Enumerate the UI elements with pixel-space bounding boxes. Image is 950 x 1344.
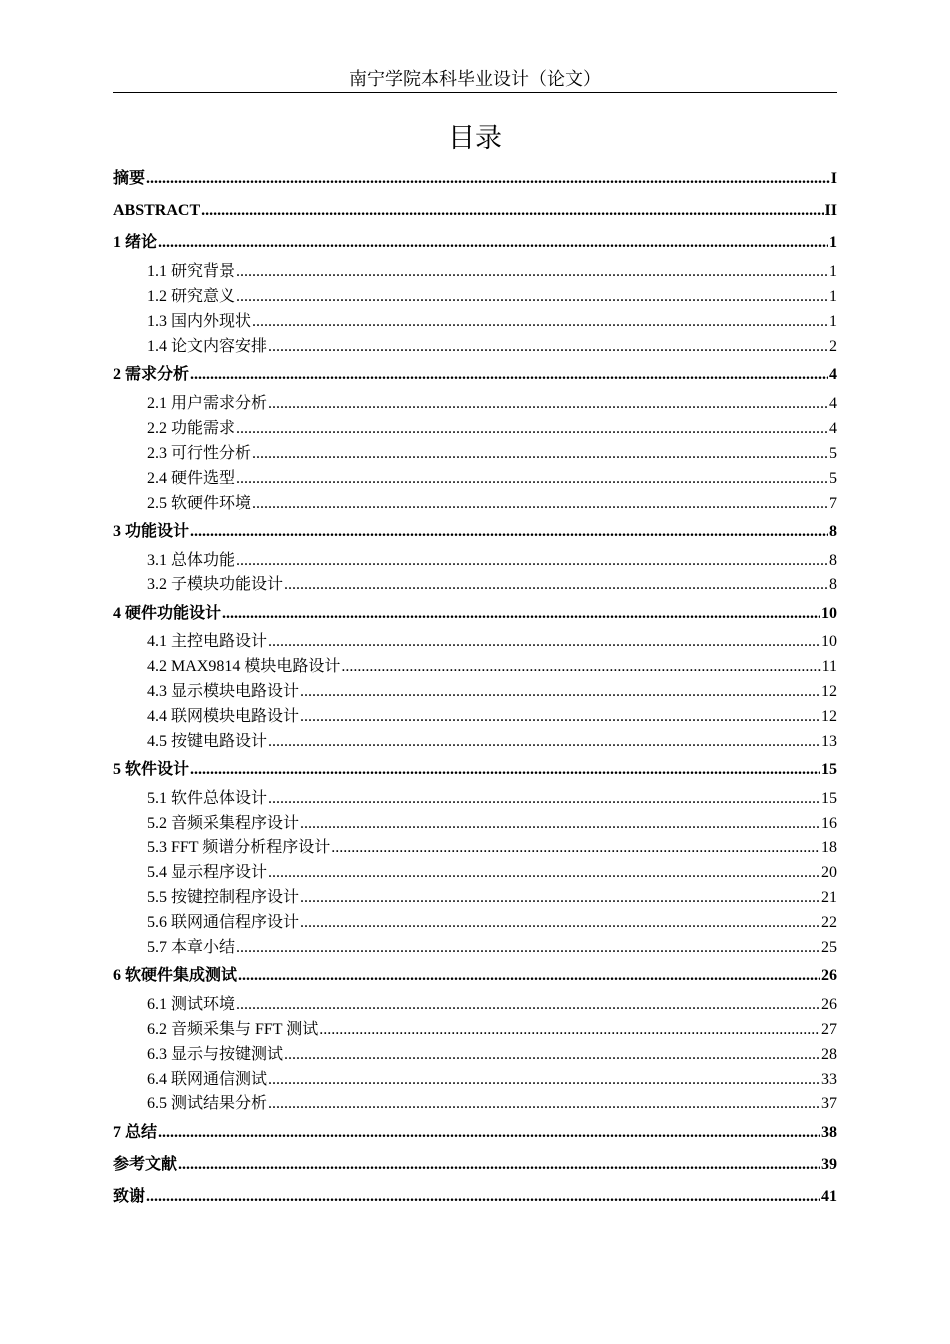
toc-dot-leader [158, 231, 828, 255]
toc-dot-leader [236, 285, 828, 309]
toc-dot-leader [268, 630, 820, 654]
toc-entry-page-number: 41 [821, 1188, 837, 1205]
toc-entry-label: 2.5 软硬件环境 [147, 495, 252, 512]
toc-dot-leader [146, 167, 830, 191]
toc-entry-page-number: 20 [821, 864, 837, 881]
toc-entry[interactable] [147, 630, 837, 654]
toc-entry[interactable] [147, 492, 837, 516]
toc-entry-label: 7 总结 [113, 1124, 158, 1141]
toc-entry-label: 5 软件设计 [113, 761, 190, 778]
toc-entry-label: 6.4 联网通信测试 [147, 1071, 268, 1088]
toc-entry-page-number: 1 [829, 313, 837, 330]
toc-entry-label: 2.2 功能需求 [147, 420, 236, 437]
toc-entry-label: 1 绪论 [113, 234, 158, 251]
toc-dot-leader [190, 363, 828, 387]
toc-entry-page-number: 7 [829, 495, 837, 512]
toc-entry-page-number: 15 [821, 761, 837, 778]
toc-entry-page-number: 4 [829, 420, 837, 437]
toc-entry-label: 5.2 音频采集程序设计 [147, 815, 300, 832]
toc-entry-label: 5.4 显示程序设计 [147, 864, 268, 881]
toc-entry[interactable] [147, 549, 837, 573]
toc-entry[interactable] [147, 260, 837, 284]
toc-dot-leader [236, 549, 828, 573]
toc-entry-label: 2 需求分析 [113, 366, 190, 383]
toc-entry[interactable] [113, 1121, 837, 1145]
toc-entry[interactable] [113, 758, 837, 782]
toc-entry[interactable] [113, 231, 837, 255]
toc-entry-page-number: 21 [821, 889, 837, 906]
toc-entry-label: 4.4 联网模块电路设计 [147, 708, 300, 725]
toc-entry-page-number: 16 [821, 815, 837, 832]
toc-entry-label: 致谢 [113, 1188, 146, 1205]
toc-dot-leader [331, 836, 820, 860]
toc-entry[interactable] [147, 392, 837, 416]
toc-entry[interactable] [147, 836, 837, 860]
toc-entry[interactable] [147, 812, 837, 836]
toc-dot-leader [268, 787, 820, 811]
toc-entry-page-number: 26 [821, 996, 837, 1013]
toc-entry-page-number: 27 [821, 1021, 837, 1038]
toc-entry[interactable] [147, 285, 837, 309]
toc-dot-leader [319, 1018, 820, 1042]
toc-dot-leader [268, 1068, 820, 1092]
toc-entry[interactable] [147, 1043, 837, 1067]
toc-entry[interactable] [147, 730, 837, 754]
toc-entry-label: 5.5 按键控制程序设计 [147, 889, 300, 906]
toc-dot-leader [268, 730, 820, 754]
toc-entry-page-number: 8 [829, 552, 837, 569]
toc-entry[interactable] [147, 911, 837, 935]
toc-dot-leader [300, 705, 820, 729]
toc-entry-label: 3.2 子模块功能设计 [147, 576, 284, 593]
toc-entry-page-number: 1 [829, 263, 837, 280]
toc-entry-page-number: 33 [821, 1071, 837, 1088]
toc-entry-label: 4.5 按键电路设计 [147, 733, 268, 750]
toc-entry[interactable] [147, 1092, 837, 1116]
toc-entry-label: 5.6 联网通信程序设计 [147, 914, 300, 931]
toc-entry-page-number: 12 [821, 708, 837, 725]
toc-entry-page-number: 38 [821, 1124, 837, 1141]
toc-entry-label: 4 硬件功能设计 [113, 605, 222, 622]
toc-entry-label: 4.3 显示模块电路设计 [147, 683, 300, 700]
toc-entry-label: 6.5 测试结果分析 [147, 1095, 268, 1112]
toc-entry-label: 摘要 [113, 170, 146, 187]
toc-dot-leader [252, 310, 828, 334]
toc-entry-page-number: 4 [829, 395, 837, 412]
toc-entry-label: 5.1 软件总体设计 [147, 790, 268, 807]
toc-entry-page-number: 5 [829, 445, 837, 462]
toc-entry-label: ABSTRACT [113, 202, 201, 219]
toc-entry[interactable] [113, 964, 837, 988]
toc-entry[interactable] [147, 335, 837, 359]
toc-entry[interactable] [147, 680, 837, 704]
toc-entry-label: 6 软硬件集成测试 [113, 967, 238, 984]
toc-dot-leader [284, 1043, 820, 1067]
toc-dot-leader [252, 492, 828, 516]
toc-entry-label: 4.2 MAX9814 模块电路设计 [147, 658, 341, 675]
toc-dot-leader [178, 1153, 820, 1177]
toc-entry[interactable] [147, 417, 837, 441]
toc-entry-page-number: 12 [821, 683, 837, 700]
toc-entry-page-number: 26 [821, 967, 837, 984]
toc-entry[interactable] [113, 1185, 837, 1209]
toc-entry-page-number: 15 [821, 790, 837, 807]
toc-entry[interactable] [113, 602, 837, 626]
toc-entry-page-number: 18 [821, 839, 837, 856]
toc-entry-page-number: 28 [821, 1046, 837, 1063]
toc-dot-leader [341, 655, 820, 679]
toc-entry[interactable] [147, 705, 837, 729]
toc-entry-page-number: 11 [821, 658, 837, 675]
toc-entry[interactable] [147, 886, 837, 910]
toc-entry-label: 2.3 可行性分析 [147, 445, 252, 462]
toc-entry-page-number: 10 [821, 605, 837, 622]
toc-dot-leader [236, 260, 828, 284]
toc-dot-leader [268, 392, 828, 416]
toc-entry[interactable] [147, 655, 837, 679]
toc-entry[interactable] [147, 310, 837, 334]
toc-entry[interactable] [147, 467, 837, 491]
toc-entry-page-number: 2 [829, 338, 837, 355]
toc-dot-leader [236, 993, 820, 1017]
toc-entry-page-number: 22 [821, 914, 837, 931]
toc-entry-page-number: I [830, 170, 837, 187]
toc-entry[interactable] [113, 363, 837, 387]
toc-dot-leader [238, 964, 820, 988]
toc-entry[interactable] [113, 167, 837, 191]
toc-dot-leader [190, 520, 828, 544]
toc-entry[interactable] [147, 573, 837, 597]
toc-entry-label: 1.3 国内外现状 [147, 313, 252, 330]
toc-entry-label: 4.1 主控电路设计 [147, 633, 268, 650]
toc-entry[interactable] [147, 861, 837, 885]
page-header: 南宁学院本科毕业设计（论文） [113, 66, 837, 93]
toc-dot-leader [236, 467, 828, 491]
toc-entry-label: 3.1 总体功能 [147, 552, 236, 569]
toc-dot-leader [284, 573, 828, 597]
toc-entry-label: 参考文献 [113, 1156, 178, 1173]
toc-entry-page-number: 10 [821, 633, 837, 650]
toc-dot-leader [236, 417, 828, 441]
toc-entry-label: 6.2 音频采集与 FFT 测试 [147, 1021, 319, 1038]
toc-entry-page-number: 13 [821, 733, 837, 750]
toc-entry[interactable] [147, 442, 837, 466]
toc-entry-page-number: 37 [821, 1095, 837, 1112]
toc-entry-label: 1.2 研究意义 [147, 288, 236, 305]
toc-entry-label: 6.1 测试环境 [147, 996, 236, 1013]
toc-entry-label: 3 功能设计 [113, 523, 190, 540]
toc-entry[interactable] [113, 199, 837, 223]
toc-entry-page-number: 39 [821, 1156, 837, 1173]
toc-dot-leader [201, 199, 823, 223]
toc-title: 目录 [448, 123, 502, 154]
toc-entry-page-number: 25 [821, 939, 837, 956]
toc-entry[interactable] [147, 1068, 837, 1092]
toc-dot-leader [158, 1121, 820, 1145]
toc-entry[interactable] [147, 993, 837, 1017]
toc-entry-label: 1.4 论文内容安排 [147, 338, 268, 355]
toc-entry-label: 5.7 本章小结 [147, 939, 236, 956]
toc-entry-label: 5.3 FFT 频谱分析程序设计 [147, 839, 331, 856]
toc-entry[interactable] [147, 787, 837, 811]
toc-entry[interactable] [113, 1153, 837, 1177]
toc-entry-label: 2.1 用户需求分析 [147, 395, 268, 412]
toc-dot-leader [252, 442, 828, 466]
toc-entry-page-number: 4 [829, 366, 837, 383]
toc-entry[interactable] [147, 936, 837, 960]
toc-dot-leader [268, 861, 820, 885]
toc-dot-leader [236, 936, 820, 960]
toc-entry-label: 1.1 研究背景 [147, 263, 236, 280]
toc-dot-leader [300, 680, 820, 704]
toc-dot-leader [268, 1092, 820, 1116]
toc-dot-leader [190, 758, 820, 782]
toc-dot-leader [300, 911, 820, 935]
toc-entry-page-number: 8 [829, 523, 837, 540]
toc-entry-page-number: II [824, 202, 837, 219]
toc-entry-page-number: 5 [829, 470, 837, 487]
toc-dot-leader [268, 335, 828, 359]
toc-entry-page-number: 1 [829, 288, 837, 305]
toc-dot-leader [300, 812, 820, 836]
toc-dot-leader [300, 886, 820, 910]
toc-entry-label: 2.4 硬件选型 [147, 470, 236, 487]
toc-entry-label: 6.3 显示与按键测试 [147, 1046, 284, 1063]
toc-entry-page-number: 1 [829, 234, 837, 251]
toc-entry-page-number: 8 [829, 576, 837, 593]
toc-entry[interactable] [113, 520, 837, 544]
toc-dot-leader [222, 602, 820, 626]
toc-entry[interactable] [147, 1018, 837, 1042]
toc-dot-leader [146, 1185, 820, 1209]
